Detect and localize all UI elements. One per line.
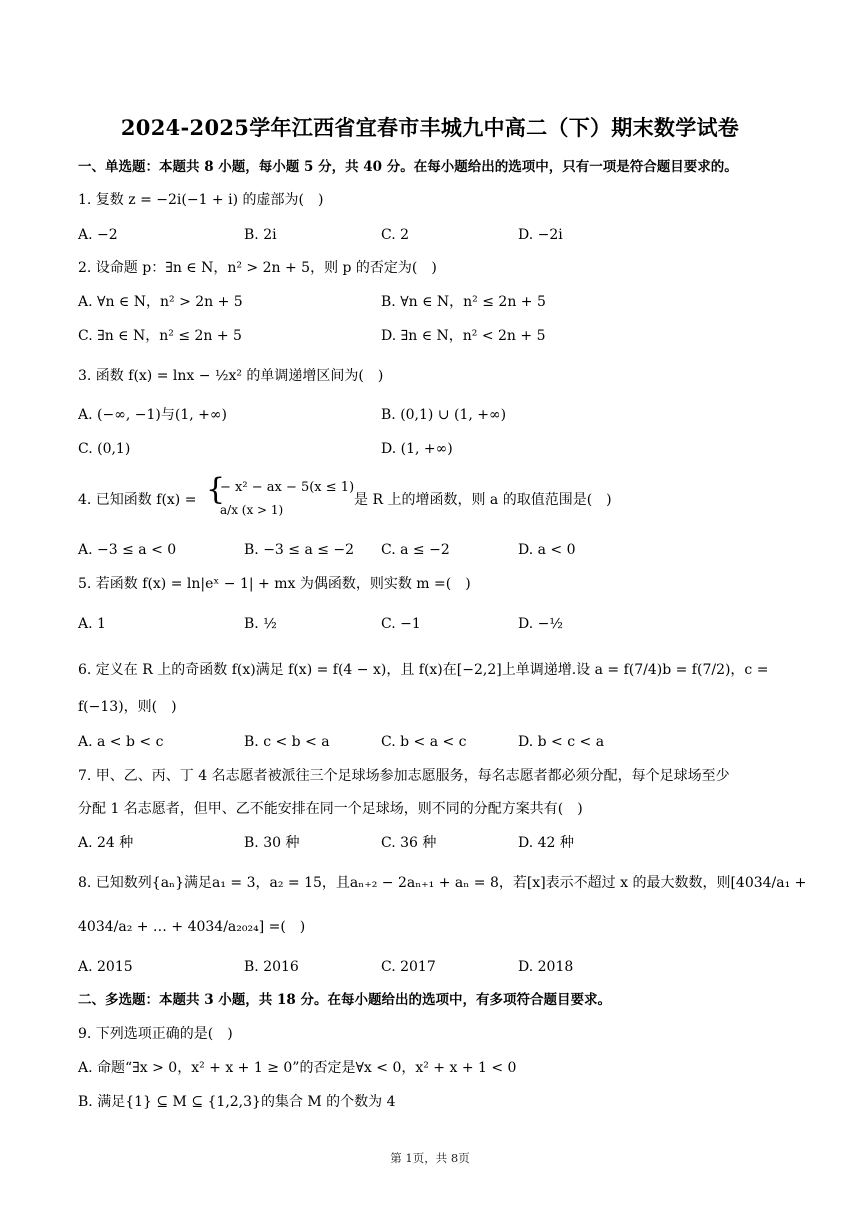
section-heading-single-choice: 一、单选题：本题共 8 小题，每小题 5 分，共 40 分。在每小题给出的选项中，只有一项是符合题目要求的。 bbox=[78, 159, 738, 175]
q9-option-b: B. 满足{1} ⊆ M ⊆ {1,2,3}的集合 M 的个数为 4 bbox=[78, 1094, 396, 1110]
q3-option-b: B. (0,1) ∪ (1, +∞) bbox=[381, 407, 507, 423]
q6-option-c: C. b < a < c bbox=[381, 734, 467, 750]
q1-option-d: D. −2i bbox=[518, 227, 563, 243]
q7-option-c: C. 36 种 bbox=[381, 835, 437, 851]
q6-option-d: D. b < c < a bbox=[518, 734, 605, 750]
section-heading-multiple-choice: 二、多选题：本题共 3 小题，共 18 分。在每小题给出的选项中，有多项符合题目要求。 bbox=[78, 992, 611, 1008]
piecewise-brace: { bbox=[206, 472, 226, 507]
q4-option-a: A. −3 ≤ a < 0 bbox=[78, 542, 177, 558]
question-8-line-1: 8. 已知数列{aₙ}满足a₁ = 3，a₂ = 15，且aₙ₊₂ − 2aₙ₊₁ + aₙ = 8，若[x]表示不超过 x 的最大数数，则[4034/a₁ + bbox=[78, 875, 807, 891]
q7-option-b: B. 30 种 bbox=[244, 835, 300, 851]
question-4-prefix: 4. 已知函数 f(x) = bbox=[78, 492, 197, 508]
page-title: 2024-2025学年江西省宜春市丰城九中高二（下）期末数学试卷 bbox=[120, 115, 740, 140]
q5-option-a: A. 1 bbox=[78, 616, 106, 632]
question-8-line-2: 4034/a₂ + … + 4034/a₂₀₂₄] =( ) bbox=[78, 919, 306, 935]
q4-option-c: C. a ≤ −2 bbox=[381, 542, 450, 558]
question-6-line-2: f(−13)，则( ) bbox=[78, 699, 177, 715]
q4-option-b: B. −3 ≤ a ≤ −2 bbox=[244, 542, 355, 558]
q5-option-c: C. −1 bbox=[381, 616, 421, 632]
question-7-line-1: 7. 甲、乙、丙、丁 4 名志愿者被派往三个足球场参加志愿服务，每名志愿者都必须分配，每个足球场至少 bbox=[78, 768, 730, 784]
question-5-stem: 5. 若函数 f(x) = ln|eˣ − 1| + mx 为偶函数，则实数 m =( ) bbox=[78, 576, 471, 592]
q2-option-b: B. ∀n ∈ N，n² ≤ 2n + 5 bbox=[381, 294, 546, 310]
q8-option-b: B. 2016 bbox=[244, 959, 299, 975]
page-footer: 第 1页，共 8页 bbox=[390, 1151, 470, 1165]
question-3-stem: 3. 函数 f(x) = lnx − ½x² 的单调递增区间为( ) bbox=[78, 368, 384, 384]
q5-option-b: B. ½ bbox=[244, 616, 277, 632]
q4-case-1: − x² − ax − 5(x ≤ 1) bbox=[220, 480, 355, 495]
q7-option-d: D. 42 种 bbox=[518, 835, 574, 851]
q8-option-a: A. 2015 bbox=[78, 959, 133, 975]
q4-case-2: a/x (x > 1) bbox=[220, 503, 284, 517]
question-4-suffix: 是 R 上的增函数，则 a 的取值范围是( ) bbox=[354, 492, 612, 508]
q4-option-d: D. a < 0 bbox=[518, 542, 576, 558]
q3-option-c: C. (0,1) bbox=[78, 441, 131, 457]
question-7-line-2: 分配 1 名志愿者，但甲、乙不能安排在同一个足球场，则不同的分配方案共有( ) bbox=[78, 801, 583, 817]
q5-option-d: D. −½ bbox=[518, 616, 563, 632]
q8-option-d: D. 2018 bbox=[518, 959, 574, 975]
q2-option-d: D. ∃n ∈ N，n² < 2n + 5 bbox=[381, 328, 546, 344]
question-6-line-1: 6. 定义在 R 上的奇函数 f(x)满足 f(x) = f(4 − x)，且 f(x)在[−2,2]上单调递增.设 a = f(7/4)b = f(7/2)，c = bbox=[78, 662, 769, 678]
q2-option-a: A. ∀n ∈ N，n² > 2n + 5 bbox=[78, 294, 243, 310]
question-9-stem: 9. 下列选项正确的是( ) bbox=[78, 1026, 233, 1042]
q6-option-b: B. c < b < a bbox=[244, 734, 330, 750]
q7-option-a: A. 24 种 bbox=[78, 835, 134, 851]
q1-option-a: A. −2 bbox=[78, 227, 118, 243]
q1-option-b: B. 2i bbox=[244, 227, 277, 243]
q8-option-c: C. 2017 bbox=[381, 959, 436, 975]
q2-option-c: C. ∃n ∈ N，n² ≤ 2n + 5 bbox=[78, 328, 242, 344]
q9-option-a: A. 命题“∃x > 0，x² + x + 1 ≥ 0”的否定是∀x < 0，x² + x + 1 < 0 bbox=[78, 1060, 517, 1076]
q3-option-a: A. (−∞, −1)与(1, +∞) bbox=[78, 407, 227, 423]
question-1-stem: 1. 复数 z = −2i(−1 + i) 的虚部为( ) bbox=[78, 192, 324, 208]
q3-option-d: D. (1, +∞) bbox=[381, 441, 453, 457]
q1-option-c: C. 2 bbox=[381, 227, 410, 243]
question-2-stem: 2. 设命题 p：∃n ∈ N，n² > 2n + 5，则 p 的否定为( ) bbox=[78, 260, 437, 276]
q6-option-a: A. a < b < c bbox=[78, 734, 164, 750]
